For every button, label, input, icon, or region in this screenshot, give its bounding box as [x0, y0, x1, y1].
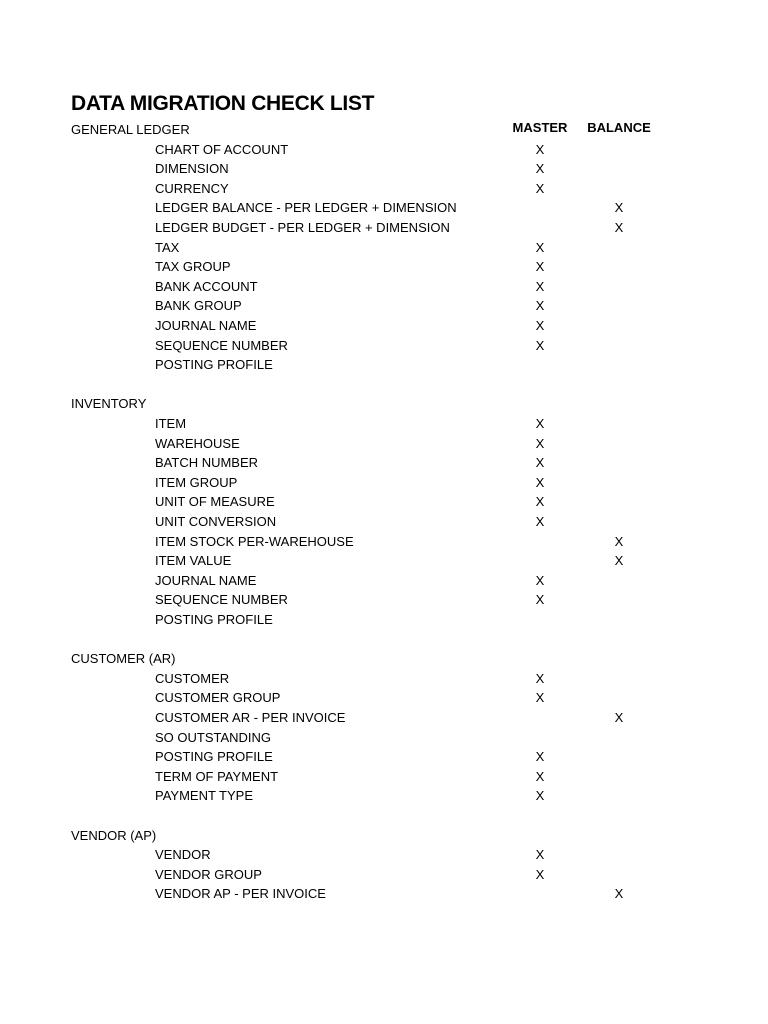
checklist-row	[0, 355, 768, 375]
item-label: PAYMENT TYPE	[155, 788, 254, 804]
checklist-row	[0, 532, 768, 552]
checklist-row	[0, 767, 768, 787]
item-label: CHART OF ACCOUNT	[155, 141, 289, 157]
balance-mark: X	[614, 553, 624, 569]
master-mark: X	[535, 455, 545, 471]
checklist-row	[0, 688, 768, 708]
master-mark: X	[535, 278, 545, 294]
balance-mark: X	[614, 886, 624, 902]
master-mark: X	[535, 180, 545, 196]
item-label: CUSTOMER GROUP	[155, 690, 281, 706]
checklist-row	[0, 492, 768, 512]
balance-mark: X	[614, 200, 624, 216]
master-mark: X	[535, 416, 545, 431]
item-label: SEQUENCE NUMBER	[155, 337, 288, 353]
checklist-row	[0, 316, 768, 336]
section-header	[0, 394, 768, 414]
master-mark: X	[535, 788, 545, 804]
section-header	[0, 120, 768, 140]
master-mark: X	[535, 670, 545, 686]
master-mark: X	[535, 514, 545, 529]
checklist-row	[0, 708, 768, 728]
item-label: CURRENCY	[155, 180, 229, 196]
checklist-row	[0, 845, 768, 865]
checklist-row	[0, 512, 768, 532]
checklist-row	[0, 238, 768, 258]
item-label: BANK GROUP	[155, 298, 242, 314]
master-mark: X	[535, 592, 545, 608]
item-label: ITEM	[155, 416, 187, 431]
section-header	[0, 826, 768, 846]
checklist-row	[0, 610, 768, 630]
master-mark: X	[535, 768, 545, 784]
master-mark: X	[535, 239, 545, 255]
balance-mark: X	[614, 220, 624, 235]
master-mark: X	[535, 866, 545, 882]
section-label: CUSTOMER (AR)	[71, 651, 176, 667]
item-label: JOURNAL NAME	[155, 318, 257, 333]
master-mark: X	[535, 494, 545, 510]
checklist-row	[0, 551, 768, 571]
item-label: BATCH NUMBER	[155, 455, 259, 471]
master-mark: X	[535, 572, 545, 588]
item-label: SEQUENCE NUMBER	[155, 592, 288, 608]
item-label: POSTING PROFILE	[155, 749, 273, 765]
item-label: POSTING PROFILE	[155, 357, 273, 373]
checklist-row	[0, 218, 768, 238]
item-label: LEDGER BALANCE - PER LEDGER + DIMENSION	[155, 200, 457, 216]
blank-row	[0, 375, 768, 395]
checklist-row	[0, 571, 768, 591]
checklist-row	[0, 786, 768, 806]
checklist-row	[0, 473, 768, 493]
checklist-row	[0, 669, 768, 689]
item-label: TERM OF PAYMENT	[155, 768, 279, 784]
item-label: ITEM STOCK PER-WAREHOUSE	[155, 533, 354, 549]
checklist-row	[0, 434, 768, 454]
balance-column-header: BALANCE	[587, 120, 651, 135]
master-mark: X	[535, 318, 545, 333]
checklist-row	[0, 747, 768, 767]
master-mark: X	[535, 337, 545, 353]
item-label: SO OUTSTANDING	[155, 729, 272, 745]
item-label: CUSTOMER	[155, 670, 230, 686]
page-title: DATA MIGRATION CHECK LIST	[71, 92, 375, 115]
item-label: DIMENSION	[155, 161, 229, 177]
blank-row	[0, 630, 768, 650]
item-label: WAREHOUSE	[155, 435, 240, 451]
item-label: JOURNAL NAME	[155, 572, 257, 588]
master-mark: X	[535, 298, 545, 314]
item-label: TAX	[155, 239, 180, 255]
item-label: UNIT OF MEASURE	[155, 494, 275, 510]
master-column-header: MASTER	[512, 120, 568, 135]
item-label: VENDOR AP - PER INVOICE	[155, 886, 326, 902]
checklist-row	[0, 277, 768, 297]
checklist-row	[0, 865, 768, 885]
checklist-row	[0, 336, 768, 356]
item-label: UNIT CONVERSION	[155, 514, 277, 529]
item-label: POSTING PROFILE	[155, 612, 273, 627]
balance-mark: X	[614, 710, 624, 725]
checklist-row	[0, 296, 768, 316]
section-label: GENERAL LEDGER	[71, 122, 190, 137]
balance-mark: X	[614, 533, 624, 549]
checklist-row	[0, 728, 768, 748]
checklist-row	[0, 198, 768, 218]
item-label: ITEM VALUE	[155, 553, 232, 569]
master-mark: X	[535, 259, 545, 275]
master-mark: X	[535, 161, 545, 177]
master-mark: X	[535, 435, 545, 451]
item-label: BANK ACCOUNT	[155, 278, 258, 294]
blank-row	[0, 806, 768, 826]
section-label: INVENTORY	[71, 396, 147, 412]
checklist-row	[0, 884, 768, 904]
checklist-row	[0, 159, 768, 179]
checklist-row	[0, 140, 768, 160]
section-header	[0, 649, 768, 669]
master-mark: X	[535, 690, 545, 706]
item-label: CUSTOMER AR - PER INVOICE	[155, 710, 346, 725]
master-mark: X	[535, 141, 545, 157]
item-label: ITEM GROUP	[155, 474, 238, 490]
item-label: LEDGER BUDGET - PER LEDGER + DIMENSION	[155, 220, 450, 235]
master-mark: X	[535, 474, 545, 490]
item-label: TAX GROUP	[155, 259, 231, 275]
item-label: VENDOR	[155, 847, 211, 863]
item-label: VENDOR GROUP	[155, 866, 262, 882]
checklist-row	[0, 453, 768, 473]
checklist-row	[0, 179, 768, 199]
checklist-row	[0, 590, 768, 610]
checklist-row	[0, 414, 768, 434]
master-mark: X	[535, 847, 545, 863]
checklist-row	[0, 257, 768, 277]
section-label: VENDOR (AP)	[71, 827, 157, 843]
master-mark: X	[535, 749, 545, 765]
